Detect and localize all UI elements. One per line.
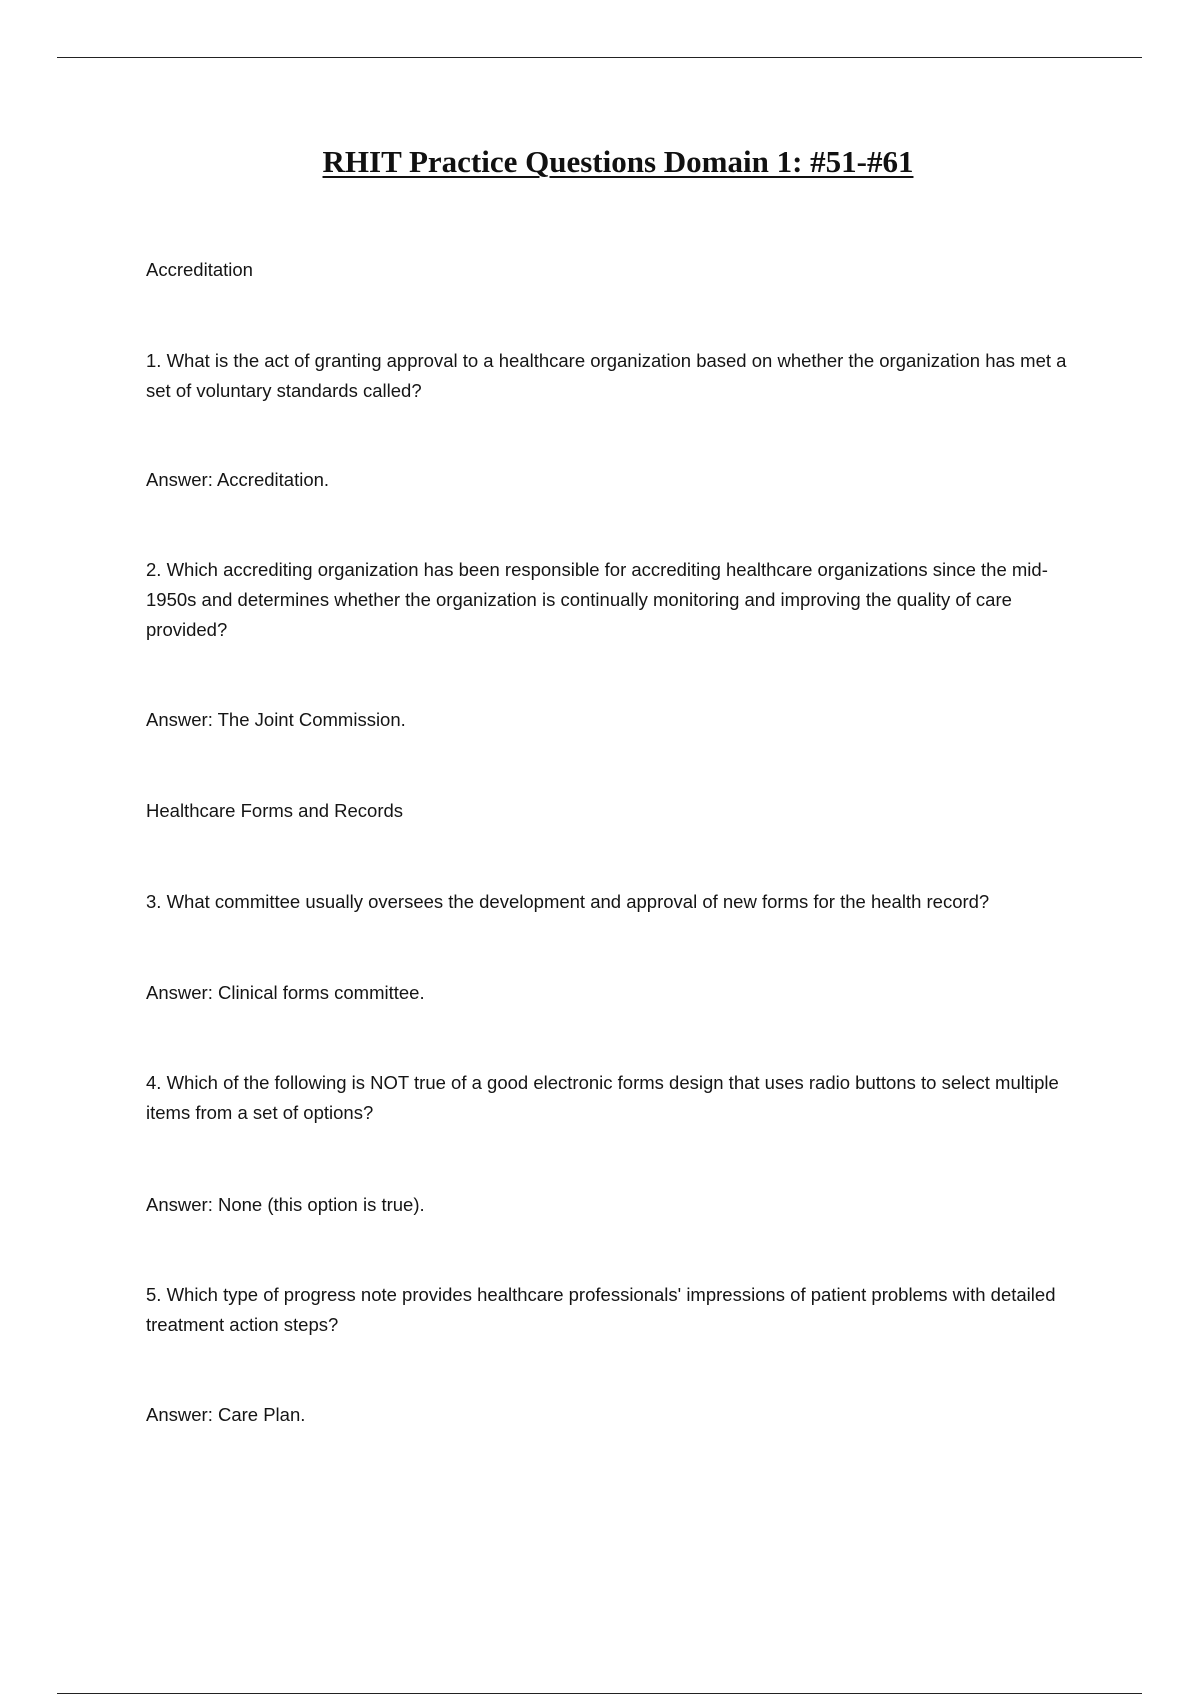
section-heading-forms-records: Healthcare Forms and Records: [146, 800, 404, 821]
bottom-rule: [57, 1693, 1142, 1694]
answer-4: Answer: None (this option is true).: [146, 1194, 425, 1215]
answer-1: Answer: Accreditation.: [146, 469, 330, 490]
answer-3: Answer: Clinical forms committee.: [146, 982, 425, 1003]
document-title: RHIT Practice Questions Domain 1: #51-#61: [322, 144, 914, 179]
top-rule: [57, 57, 1142, 58]
question-1: 1. What is the act of granting approval to a healthcare organization based on whether the organization has met a set of voluntary standards called?: [146, 350, 1067, 401]
answer-5: Answer: Care Plan.: [146, 1404, 306, 1425]
question-4: 4. Which of the following is NOT true of a good electronic forms design that uses radio buttons to select multiple items from a set of options?: [146, 1072, 1059, 1123]
question-3: 3. What committee usually oversees the development and approval of new forms for the health record?: [146, 891, 990, 912]
answer-2: Answer: The Joint Commission.: [146, 709, 406, 730]
section-heading-accreditation: Accreditation: [146, 259, 253, 280]
question-5: 5. Which type of progress note provides healthcare professionals' impressions of patient problems with detailed treatment action steps?: [146, 1284, 1056, 1335]
question-2: 2. Which accrediting organization has been responsible for accrediting healthcare organizations since the mid-1950s and determines whether the organization is continually monitoring and improving the quality of care provided?: [146, 559, 1048, 640]
